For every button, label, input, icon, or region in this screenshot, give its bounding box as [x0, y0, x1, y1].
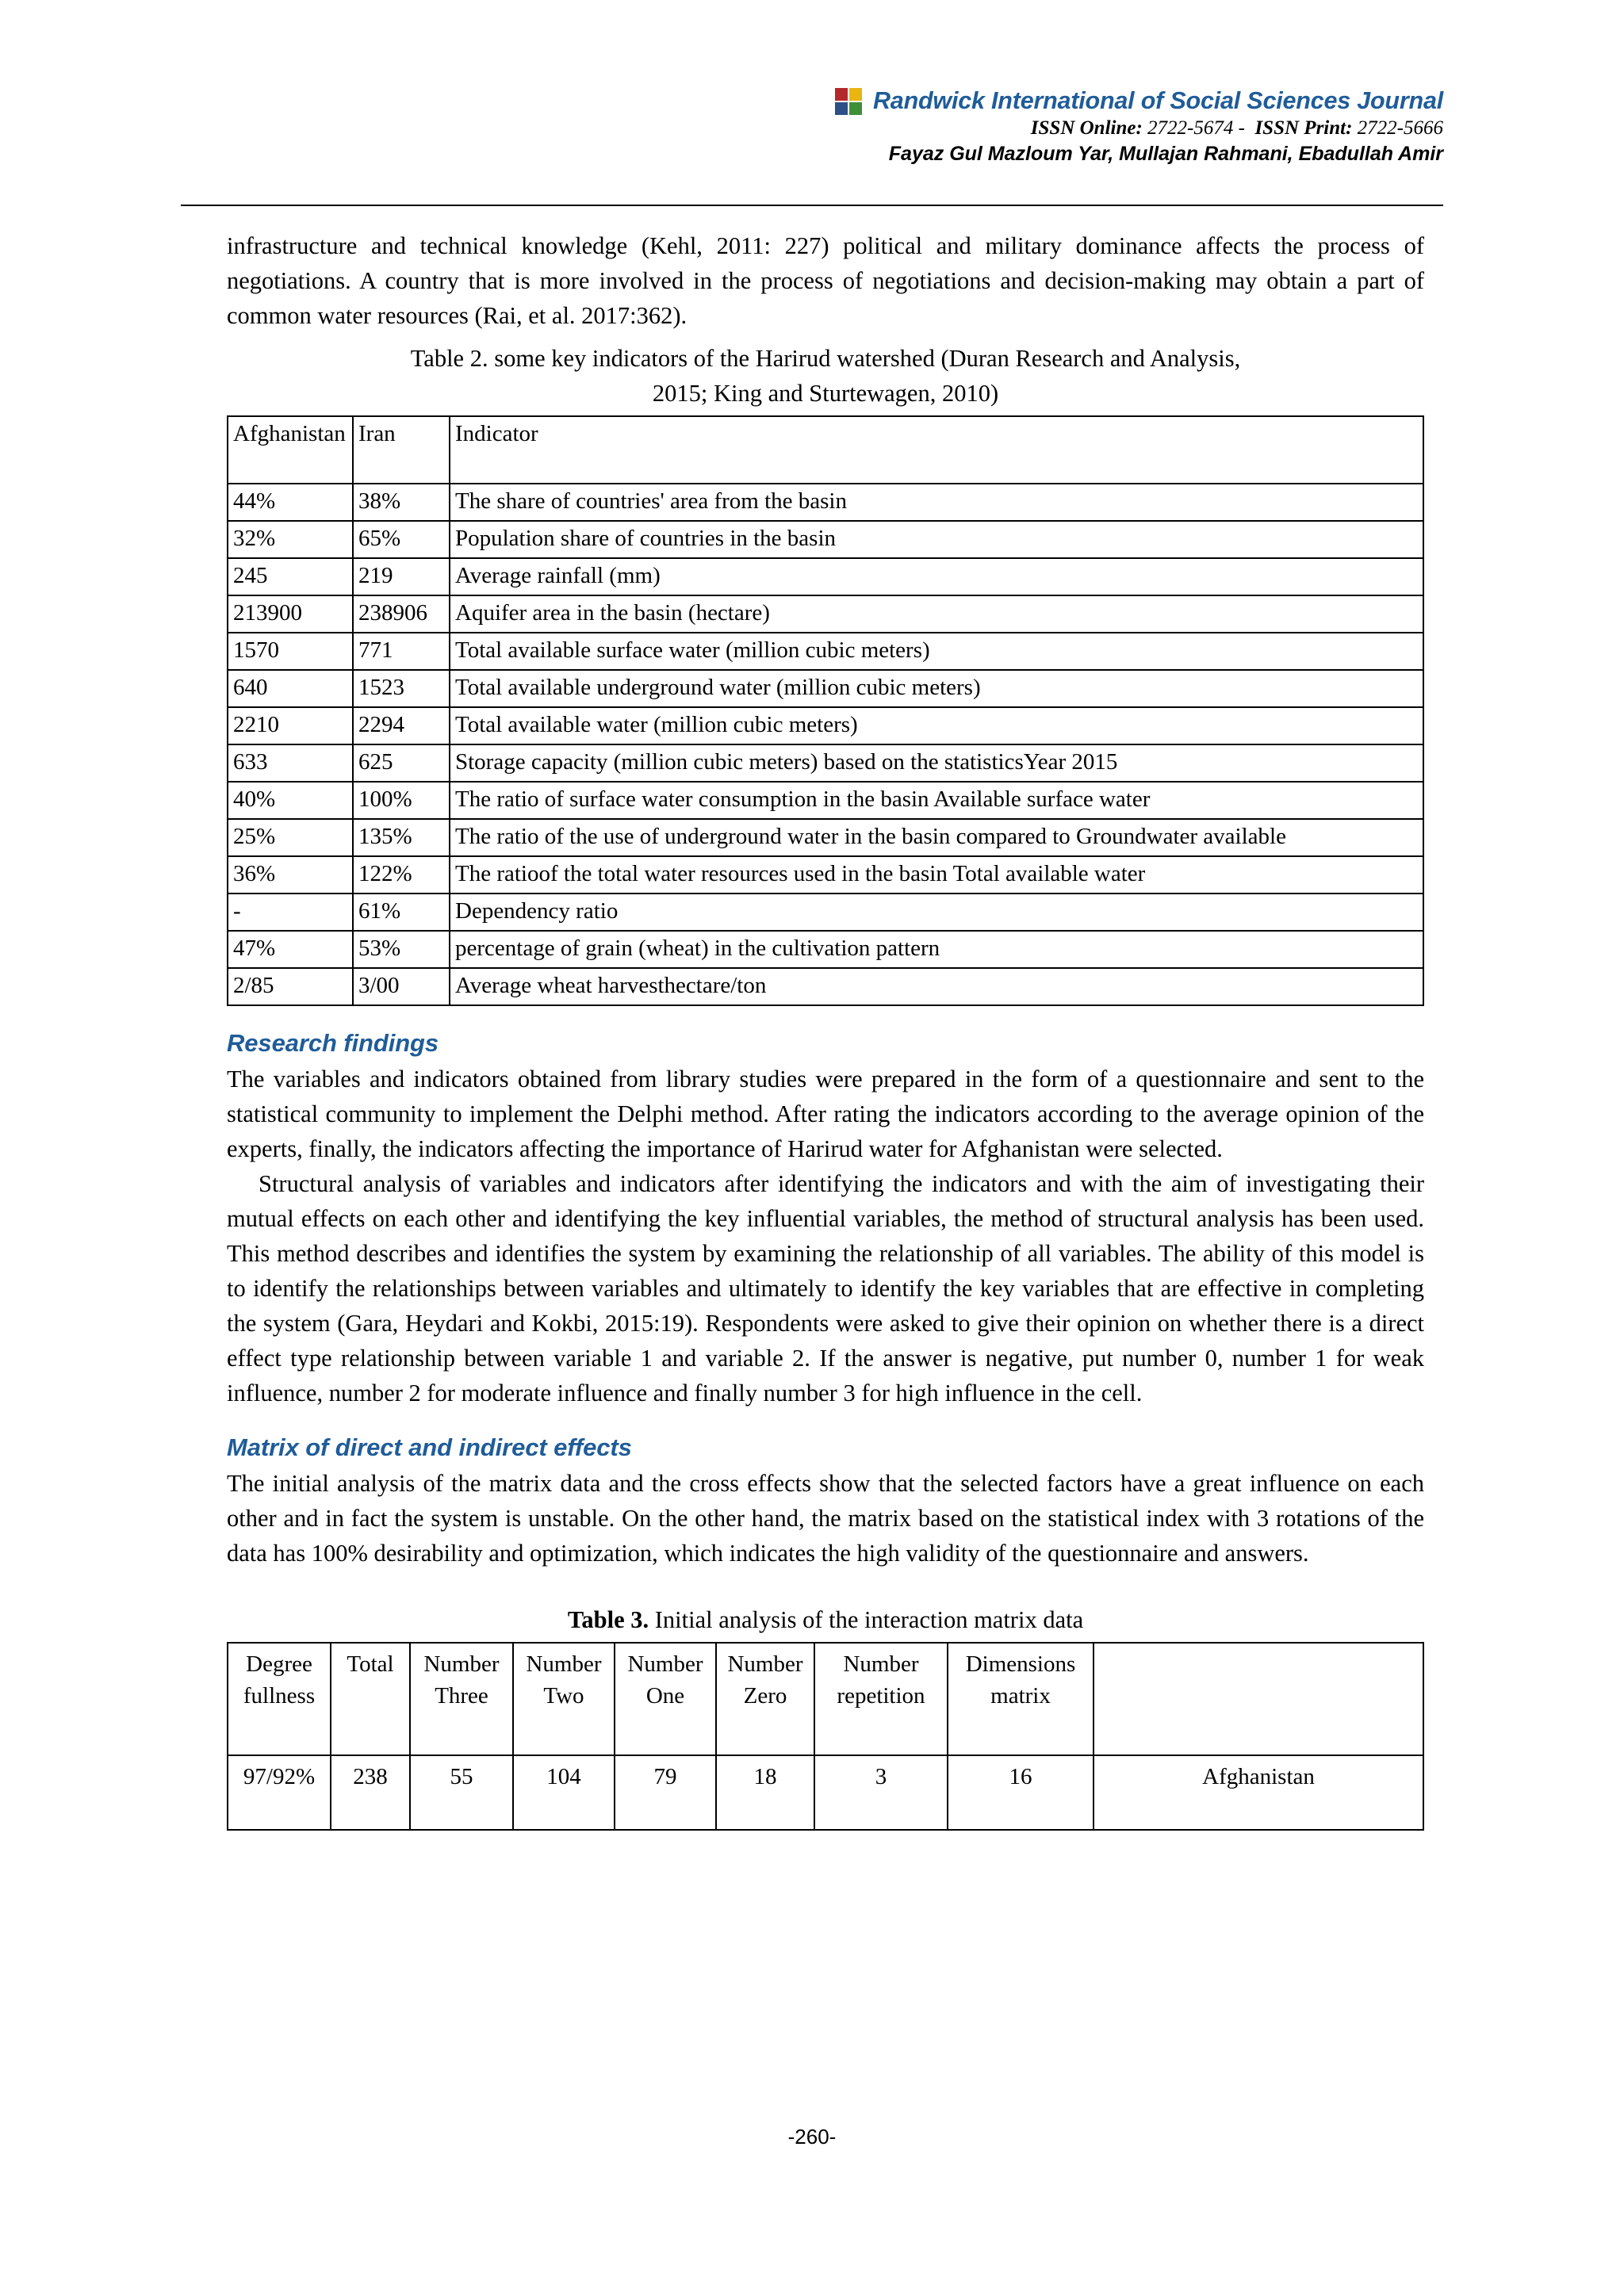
cell-afghanistan: 640: [228, 670, 353, 707]
cell-number-repetition: 3: [814, 1755, 948, 1830]
cell-afghanistan: 633: [228, 744, 353, 782]
cell-iran: 771: [353, 633, 450, 670]
table2-caption-line2: 2015; King and Sturtewagen, 2010): [652, 380, 999, 407]
cell-afghanistan: -: [228, 894, 353, 931]
header-line-1: Number: [727, 1651, 803, 1677]
header-line-1: Dimensions: [965, 1651, 1076, 1677]
cell-indicator: The ratioof the total water resources used in the basin Total available water: [450, 856, 1423, 894]
cell-indicator: Total available water (million cubic meters): [450, 707, 1423, 744]
header-line-1: Degree: [246, 1651, 312, 1677]
cell-indicator: The share of countries' area from the basin: [450, 484, 1423, 521]
cell-iran: 238906: [353, 595, 450, 633]
header-divider: [181, 205, 1443, 206]
header-line-2: Two: [543, 1683, 584, 1709]
cell-iran: 219: [353, 558, 450, 595]
table3-header-total: [331, 1643, 410, 1755]
table3-header-blank: [1094, 1643, 1423, 1755]
journal-title: Randwick International of Social Sciences Journal: [872, 87, 1443, 114]
table2-caption: [227, 341, 1424, 411]
header-line-2: repetition: [837, 1683, 925, 1709]
header-line-1: Number: [423, 1651, 500, 1677]
cell-afghanistan: 25%: [228, 819, 353, 856]
cell-afghanistan: 44%: [228, 484, 353, 521]
issn-row: [230, 117, 1443, 140]
header-line-2: One: [645, 1683, 685, 1709]
cell-indicator: Population share of countries in the basin: [450, 521, 1423, 558]
table-row: [228, 1755, 1423, 1830]
section-heading-research-findings: Research findings: [227, 1029, 439, 1057]
header-line-2: Zero: [743, 1683, 787, 1709]
table-row: [228, 707, 1423, 744]
table-interaction-matrix: [227, 1642, 1424, 1831]
table-row: [228, 484, 1423, 521]
header-line-2: fullness: [243, 1683, 316, 1709]
header-line-2: matrix: [990, 1683, 1051, 1709]
paragraph-matrix: The initial analysis of the matrix data and the cross effects show that the selected factors have a great influence on each other and in fact the system is unstable. On the other hand, the matrix based on the statistical index with 3 rotations of the data has 100% desirability and optimization, which indicates the high validity of the questionnaire and answers.: [227, 1470, 1424, 1567]
cell-afghanistan: 36%: [228, 856, 353, 894]
issn-print-label: ISSN Print:: [1254, 117, 1353, 139]
cell-iran: 625: [353, 744, 450, 782]
table-row: [228, 633, 1423, 670]
table3-header-degree-fullness: [228, 1643, 331, 1755]
table-row: [228, 558, 1423, 595]
header-line-1: Number: [843, 1651, 919, 1677]
cell-afghanistan: 245: [228, 558, 353, 595]
paragraph-findings-2: Structural analysis of variables and indicators after identifying the indicators and with the aim of investigating their mutual effects on each other and identifying the key influential variables, the method of structural analysis has been used. This method describes and identifies the system by examining the relationship of all variables. The ability of this model is to identify the relationships between variables and ultimately to identify the key variables that are effective in completing the system (Gara, Heydari and Kokbi, 2015:19). Respondents were asked to give their opinion on whether there is a direct effect type relationship between variable 1 and variable 2. If the answer is negative, put number 0, number 1 for weak influence, number 2 for moderate influence and finally number 3 for high influence in the cell.: [227, 1170, 1424, 1406]
cell-dimensions-matrix: 16: [948, 1755, 1094, 1830]
cell-afghanistan: 2210: [228, 707, 353, 744]
cell-iran: 122%: [353, 856, 450, 894]
cell-iran: 3/00: [353, 968, 450, 1005]
table3-caption: [227, 1602, 1424, 1637]
cell-indicator: Storage capacity (million cubic meters) based on the statisticsYear 2015: [450, 744, 1423, 782]
cell-iran: 65%: [353, 521, 450, 558]
spacer: [227, 1571, 1424, 1594]
cell-indicator: Aquifer area in the basin (hectare): [450, 595, 1423, 633]
table-row: [228, 856, 1423, 894]
table3-header-number-two: [513, 1643, 615, 1755]
table-row: [228, 782, 1423, 819]
logo-square-yellow: [849, 88, 862, 101]
table2-header-indicator: Indicator: [450, 416, 1423, 484]
header-line-2: Three: [435, 1683, 488, 1709]
cell-total: 238: [331, 1755, 410, 1830]
page-footer: [0, 2125, 1624, 2149]
page-number: -260-: [787, 2125, 837, 2149]
table3-header-number-three: [410, 1643, 513, 1755]
cell-indicator: The ratio of surface water consumption in the basin Available surface water: [450, 782, 1423, 819]
cell-iran: 1523: [353, 670, 450, 707]
table2-header-row: [228, 416, 1423, 484]
table-row: [228, 931, 1423, 968]
logo-square-red: [835, 88, 848, 101]
cell-iran: 100%: [353, 782, 450, 819]
author-names: Fayaz Gul Mazloum Yar, Mullajan Rahmani, Ebadullah Amir: [888, 143, 1443, 165]
cell-indicator: Total available surface water (million cubic meters): [450, 633, 1423, 670]
journal-logo-icon: [835, 88, 862, 115]
header-line-1: Number: [627, 1651, 703, 1677]
logo-square-blue: [835, 102, 848, 115]
journal-title-row: [230, 87, 1443, 115]
table3-caption-label: Table 3.: [567, 1606, 649, 1633]
cell-iran: 53%: [353, 931, 450, 968]
table-row: [228, 744, 1423, 782]
table-key-indicators: [227, 415, 1424, 1006]
cell-degree-fullness: 97/92%: [228, 1755, 331, 1830]
table3-caption-text: Initial analysis of the interaction matrix data: [649, 1606, 1084, 1633]
section-heading-matrix-effects: Matrix of direct and indirect effects: [227, 1433, 632, 1461]
cell-iran: 2294: [353, 707, 450, 744]
cell-afghanistan: 47%: [228, 931, 353, 968]
cell-afghanistan: 32%: [228, 521, 353, 558]
header-line-1: Number: [526, 1651, 602, 1677]
cell-country: Afghanistan: [1094, 1755, 1423, 1830]
table3-header-number-one: [615, 1643, 716, 1755]
table2-header-iran: Iran: [353, 416, 450, 484]
issn-print-number: 2722-5666: [1357, 117, 1443, 139]
issn-sep-space2: [1245, 117, 1255, 139]
table3-body: [228, 1643, 1423, 1830]
cell-number-one: 79: [615, 1755, 716, 1830]
issn-online-label: ISSN Online:: [1030, 117, 1143, 139]
table-row: [228, 819, 1423, 856]
table-row: [228, 595, 1423, 633]
cell-indicator: Dependency ratio: [450, 894, 1423, 931]
issn-separator: -: [1238, 117, 1245, 139]
cell-iran: 38%: [353, 484, 450, 521]
cell-iran: 61%: [353, 894, 450, 931]
cell-afghanistan: 2/85: [228, 968, 353, 1005]
cell-iran: 135%: [353, 819, 450, 856]
cell-indicator: Average rainfall (mm): [450, 558, 1423, 595]
table3-header-number-zero: [716, 1643, 814, 1755]
table3-header-number-repetition: [814, 1643, 948, 1755]
cell-indicator: Average wheat harvesthectare/ton: [450, 968, 1423, 1005]
paragraph-intro: infrastructure and technical knowledge (Kehl, 2011: 227) political and military dominance affects the process of negotiations. A country that is more involved in the process of negotiations and decision-making may obtain a part of common water resources (Rai, et al. 2017:362).: [227, 232, 1424, 329]
cell-afghanistan: 40%: [228, 782, 353, 819]
cell-indicator: Total available underground water (million cubic meters): [450, 670, 1423, 707]
cell-indicator: percentage of grain (wheat) in the cultivation pattern: [450, 931, 1423, 968]
document-content: [227, 228, 1424, 1831]
table3-header-row: [228, 1643, 1423, 1755]
table2-header-afghanistan: Afghanistan: [228, 416, 353, 484]
cell-afghanistan: 1570: [228, 633, 353, 670]
table2-body: [228, 416, 1423, 1005]
table-row: [228, 968, 1423, 1005]
page-header: [230, 87, 1443, 166]
issn-online-number: 2722-5674: [1147, 117, 1234, 139]
logo-square-green: [849, 102, 862, 115]
cell-indicator: The ratio of the use of underground water in the basin compared to Groundwater available: [450, 819, 1423, 856]
table-row: [228, 894, 1423, 931]
cell-number-three: 55: [410, 1755, 513, 1830]
cell-number-two: 104: [513, 1755, 615, 1830]
paragraph-findings-1: The variables and indicators obtained from library studies were prepared in the form of a questionnaire and sent to the statistical community to implement the Delphi method. After rating the indicators according to the average opinion of the experts, finally, the indicators affecting the importance of Harirud water for Afghanistan were selected.: [227, 1066, 1424, 1162]
header-line-1: Total: [347, 1651, 394, 1677]
cell-afghanistan: 213900: [228, 595, 353, 633]
table-row: [228, 670, 1423, 707]
cell-number-zero: 18: [716, 1755, 814, 1830]
table3-header-dimensions-matrix: [948, 1643, 1094, 1755]
table2-caption-line1: Table 2. some key indicators of the Harirud watershed (Duran Research and Analysis,: [410, 345, 1241, 372]
table-row: [228, 521, 1423, 558]
